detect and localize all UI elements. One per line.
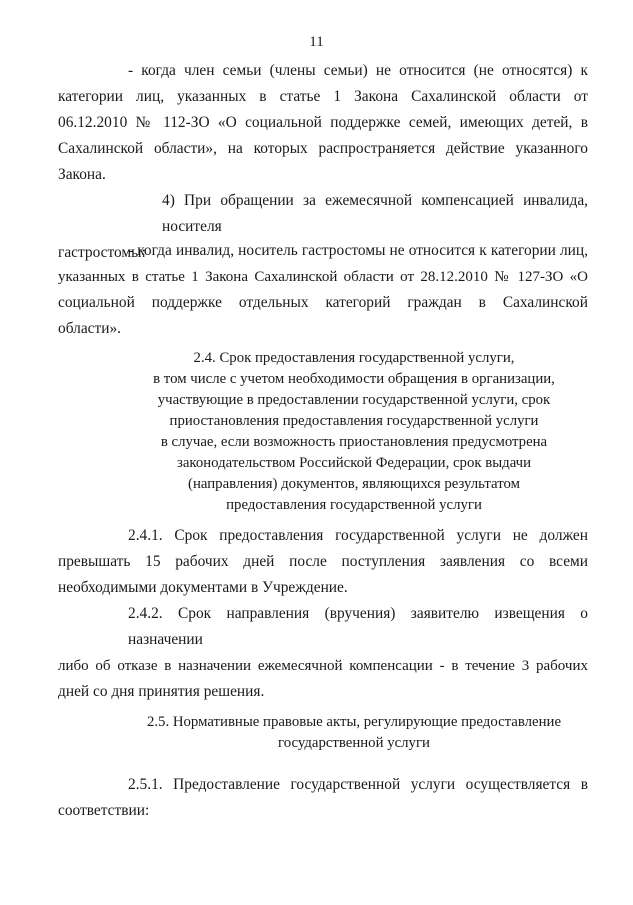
text-line: необходимыми документами в Учреждение. [58,579,348,596]
text-line: Закона. [58,166,106,183]
text-line: либо об отказе в назначении ежемесячной компенсации - в течение 3 рабочих [58,658,588,674]
paragraph-2-4-2 [58,601,588,705]
heading-line: предоставления государственной услуги [226,497,482,513]
heading-line: приостановления предоставления государственной услуги [169,413,539,429]
heading-line: (направления) документов, являющихся результатом [188,476,520,492]
text-line: категории лиц, указанных в статье 1 Закона Сахалинской области от [58,88,588,105]
text-line: - когда инвалид, носитель гастростомы не относится к категории лиц, [128,242,588,259]
text-line: Сахалинской области», на которых распространяется действие указанного [58,140,588,157]
heading-line: 2.5. Нормативные правовые акты, регулирующие предоставление [146,714,562,730]
text-line: 2.5.1. Предоставление государственной услуги осуществляется в [128,776,588,793]
text-line: 4) При обращении за ежемесячной компенсацией инвалида, носителя [162,192,588,235]
text-line: 2.4.1. Срок предоставления государственной услуги не должен [128,527,588,544]
text-line: области». [58,320,121,337]
text-line: социальной поддержке отдельных категорий граждан в Сахалинской [58,294,588,311]
heading-line: государственной услуги [278,735,430,751]
paragraph-2-4-1 [58,523,588,601]
text-line: превышать 15 рабочих дней после поступления заявления со всеми [58,553,588,570]
heading-line: участвующие в предоставлении государственной услуги, срок [157,392,551,408]
paragraph-disabled-category [58,238,588,342]
text-line: гастростомы: [58,244,146,261]
paragraph-2-5-1 [58,772,588,824]
text-line: 2.4.2. Срок направления (вручения) заявителю извещения о назначении [128,605,588,648]
page-number: 11 [309,34,324,50]
section-heading-2-5 [100,712,608,754]
section-heading-2-4 [100,348,608,516]
heading-line: в случае, если возможность приостановления предусмотрена [160,434,548,450]
text-line: указанных в статье 1 Закона Сахалинской области от 28.12.2010 № 127-ЗО «О [58,269,588,285]
heading-line: законодательством Российской Федерации, срок выдачи [176,455,532,471]
text-line: соответствии: [58,802,150,819]
heading-line: в том числе с учетом необходимости обращения в организации, [153,371,555,387]
text-line: - когда член семьи (члены семьи) не относится (не относятся) к [128,62,588,79]
text-line: 06.12.2010 № 112-ЗО «О социальной поддержке семей, имеющих детей, в [58,114,588,131]
text-line: дней со дня принятия решения. [58,683,265,700]
paragraph-family-category [58,58,588,188]
heading-line: 2.4. Срок предоставления государственной услуги, [193,350,515,366]
